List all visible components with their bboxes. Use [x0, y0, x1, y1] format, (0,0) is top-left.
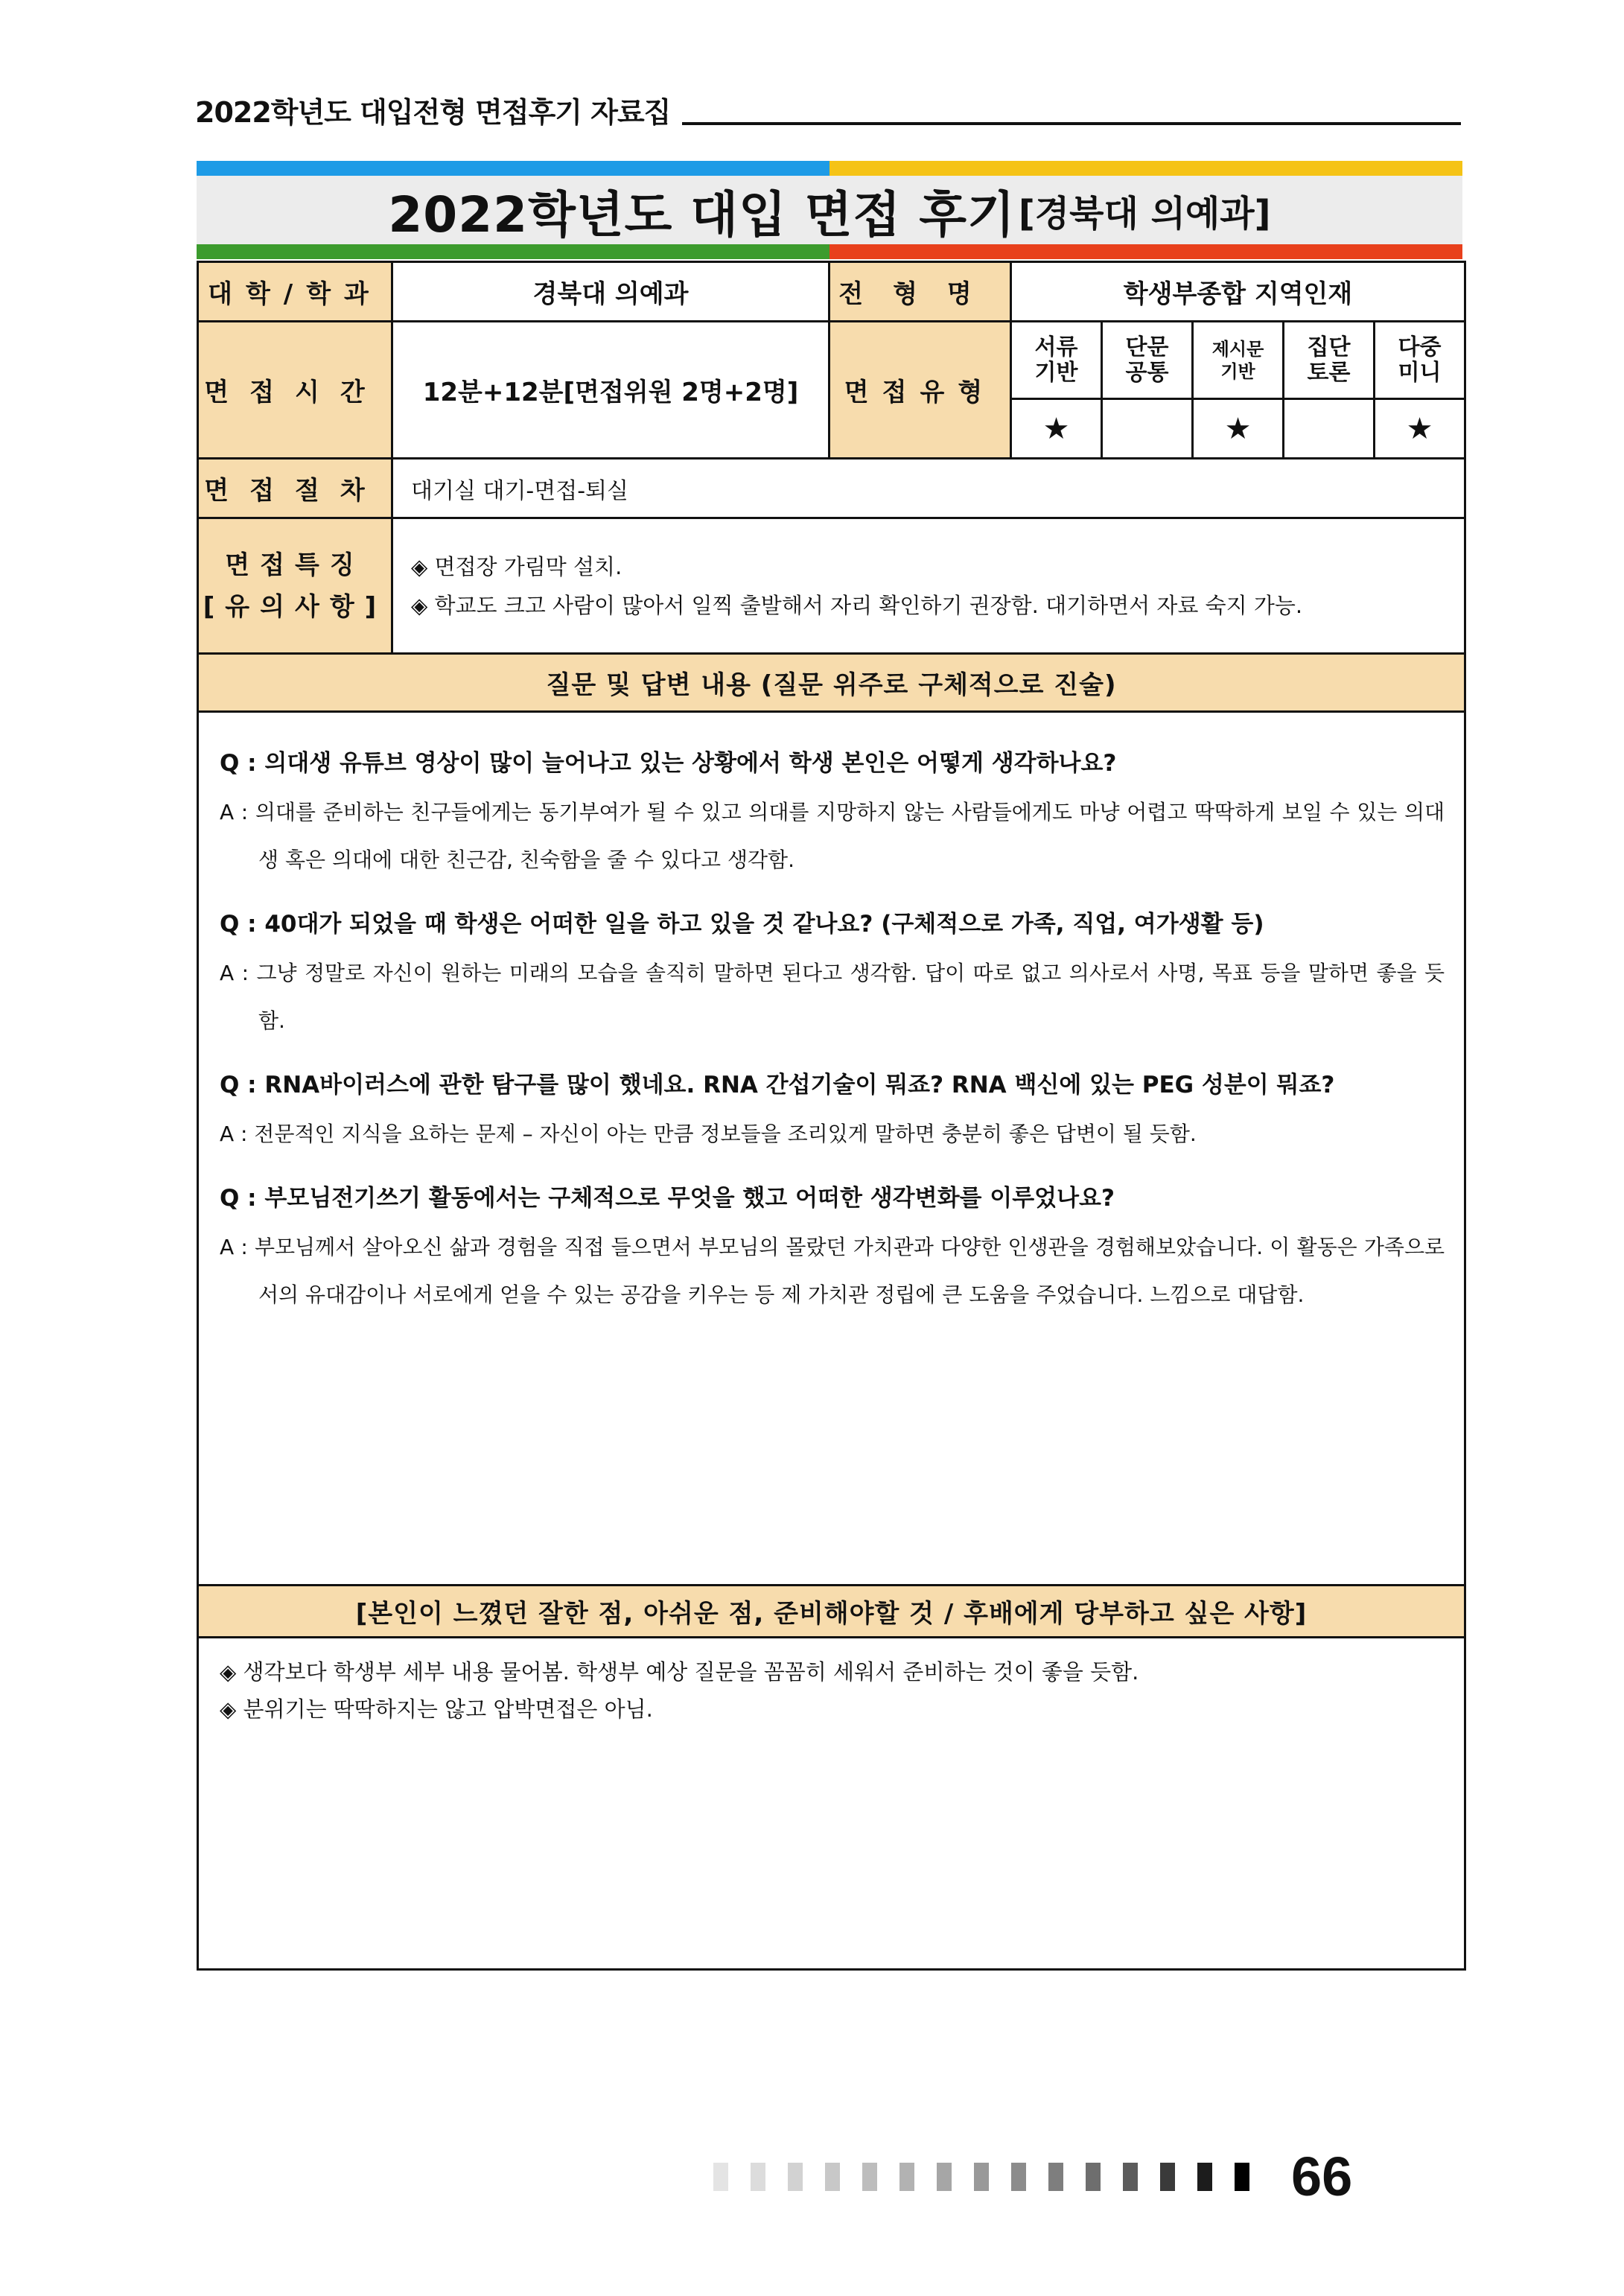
time-label: 면접시간 — [198, 322, 392, 459]
row-procedure — [198, 459, 1465, 518]
row-features — [198, 518, 1465, 654]
qa-list — [198, 712, 1465, 1586]
advice-item: ◈ 분위기는 딱딱하지는 않고 압박면접은 아님. — [220, 1696, 653, 1722]
footer-block — [713, 2163, 728, 2191]
answer: A : 부모님께서 살아오신 삶과 경험을 직접 들으면서 부모님의 몰랐던 가치관과 다양한 인생관을 경험해보았습니다. 이 활동은 가족으로서의 유대감이나 서로에게 얻을 수 있는 공감을 키우는 등 제 가치관 정립에 큰 도움을 주었습니다. 느낌으로 대답함. — [220, 1235, 1445, 1307]
feature-item: ◈ 학교도 크고 사람이 많아서 일찍 출발해서 자리 확인하기 권장함. 대기하면서 자료 숙지 가능. — [411, 592, 1303, 618]
footer-block — [1160, 2163, 1175, 2191]
footer-block — [1011, 2163, 1026, 2191]
procedure-value: 대기실 대기-면접-퇴실 — [392, 459, 1465, 518]
row-advice-body — [198, 1638, 1465, 1970]
question: Q : 부모님전기쓰기 활동에서는 구체적으로 무엇을 했고 어떠한 생각변화를 이루었나요? — [220, 1185, 1115, 1212]
footer-block — [1086, 2163, 1101, 2191]
footer-block — [899, 2163, 914, 2191]
footer-block — [974, 2163, 989, 2191]
time-value: 12분+12분[면접위원 2명+2명] — [392, 322, 829, 459]
advice-list — [198, 1638, 1465, 1970]
row-time — [198, 322, 1465, 399]
title-band — [197, 176, 1462, 244]
page-number: 66 — [1291, 2146, 1353, 2207]
type-passage-mark: ★ — [1193, 399, 1284, 459]
type-group: 집단 토론 — [1284, 322, 1375, 399]
answer: A : 의대를 준비하는 친구들에게는 동기부여가 될 수 있고 의대를 지망하지 않는 사람들에게도 마냥 어렵고 딱딱하게 보일 수 있는 의대생 혹은 의대에 대한 친근감, 친숙함을 줄 수 있다고 생각함. — [220, 800, 1445, 872]
answer: A : 그냥 정말로 자신이 원하는 미래의 모습을 솔직히 말하면 된다고 생각함. 답이 따로 없고 의사로서 사명, 목표 등을 말하면 좋을 듯함. — [220, 961, 1445, 1033]
type-short: 단문 공통 — [1102, 322, 1193, 399]
interview-table — [197, 261, 1466, 1971]
footer-block — [1197, 2163, 1212, 2191]
type-mmi-mark: ★ — [1375, 399, 1465, 459]
footer-block — [825, 2163, 840, 2191]
type-label: 면접유형 — [829, 322, 1011, 459]
title-bar — [197, 161, 1462, 259]
admission-value: 학생부종합 지역인재 — [1011, 262, 1465, 322]
advice-heading: [본인이 느꼈던 잘한 점, 아쉬운 점, 준비해야할 것 / 후배에게 당부하고 싶은 사항] — [198, 1586, 1465, 1638]
row-advice-heading — [198, 1586, 1465, 1638]
univ-label: 대학/학과 — [198, 262, 392, 322]
qa-heading: 질문 및 답변 내용 (질문 위주로 구체적으로 진술) — [198, 654, 1465, 712]
running-header — [195, 95, 1461, 130]
running-header-title: 2022학년도 대입전형 면접후기 자료집 — [195, 96, 671, 129]
qa-item — [220, 1067, 1445, 1158]
feature-item: ◈ 면접장 가림막 설치. — [411, 553, 622, 579]
question: Q : 40대가 되었을 때 학생은 어떠한 일을 하고 있을 것 같나요? (구체적으로 가족, 직업, 여가생활 등) — [220, 911, 1264, 938]
feature-label-line2: [유의사항] — [203, 591, 387, 622]
footer-block — [937, 2163, 952, 2191]
row-univ — [198, 262, 1465, 322]
strip-green — [197, 244, 829, 259]
footer-block — [788, 2163, 803, 2191]
procedure-label: 면접절차 — [198, 459, 392, 518]
feature-list — [392, 518, 1465, 654]
type-mmi: 다중 미니 — [1375, 322, 1465, 399]
page-title: 2022학년도 대입 면접 후기 — [388, 185, 1016, 244]
footer-block — [862, 2163, 877, 2191]
title-bottom-strip — [197, 244, 1462, 259]
footer-block — [751, 2163, 765, 2191]
running-header-rule — [682, 122, 1461, 125]
qa-item — [220, 1180, 1445, 1319]
type-short-mark — [1102, 399, 1193, 459]
qa-item — [220, 745, 1445, 884]
type-doc-mark: ★ — [1011, 399, 1102, 459]
feature-label — [198, 518, 392, 654]
type-doc: 서류 기반 — [1011, 322, 1102, 399]
univ-value: 경북대 의예과 — [392, 262, 829, 322]
qa-item — [220, 906, 1445, 1045]
answer: A : 전문적인 지식을 요하는 문제 – 자신이 아는 만큼 정보들을 조리있게 말하면 충분히 좋은 답변이 될 듯함. — [220, 1122, 1197, 1146]
type-passage: 제시문 기반 — [1193, 322, 1284, 399]
type-group-mark — [1284, 399, 1375, 459]
footer-block — [1235, 2163, 1249, 2191]
advice-item: ◈ 생각보다 학생부 세부 내용 물어봄. 학생부 예상 질문을 꼼꼼히 세워서 준비하는 것이 좋을 듯함. — [220, 1659, 1139, 1685]
strip-blue — [197, 161, 829, 176]
row-qa-heading — [198, 654, 1465, 712]
page-subtitle: [경북대 의예과] — [1018, 192, 1271, 235]
strip-yellow — [829, 161, 1462, 176]
question: Q : RNA바이러스에 관한 탐구를 많이 했네요. RNA 간섭기술이 뭐죠? RNA 백신에 있는 PEG 성분이 뭐죠? — [220, 1072, 1335, 1098]
footer-block — [1048, 2163, 1063, 2191]
title-top-strip — [197, 161, 1462, 176]
admission-label: 전형명 — [829, 262, 1011, 322]
question: Q : 의대생 유튜브 영상이 많이 늘어나고 있는 상황에서 학생 본인은 어떻게 생각하나요? — [220, 750, 1117, 777]
row-qa-body — [198, 712, 1465, 1586]
feature-label-line1: 면접특징 — [225, 550, 365, 580]
footer-block — [1123, 2163, 1138, 2191]
page-footer — [713, 2145, 1352, 2208]
strip-red — [829, 244, 1462, 259]
